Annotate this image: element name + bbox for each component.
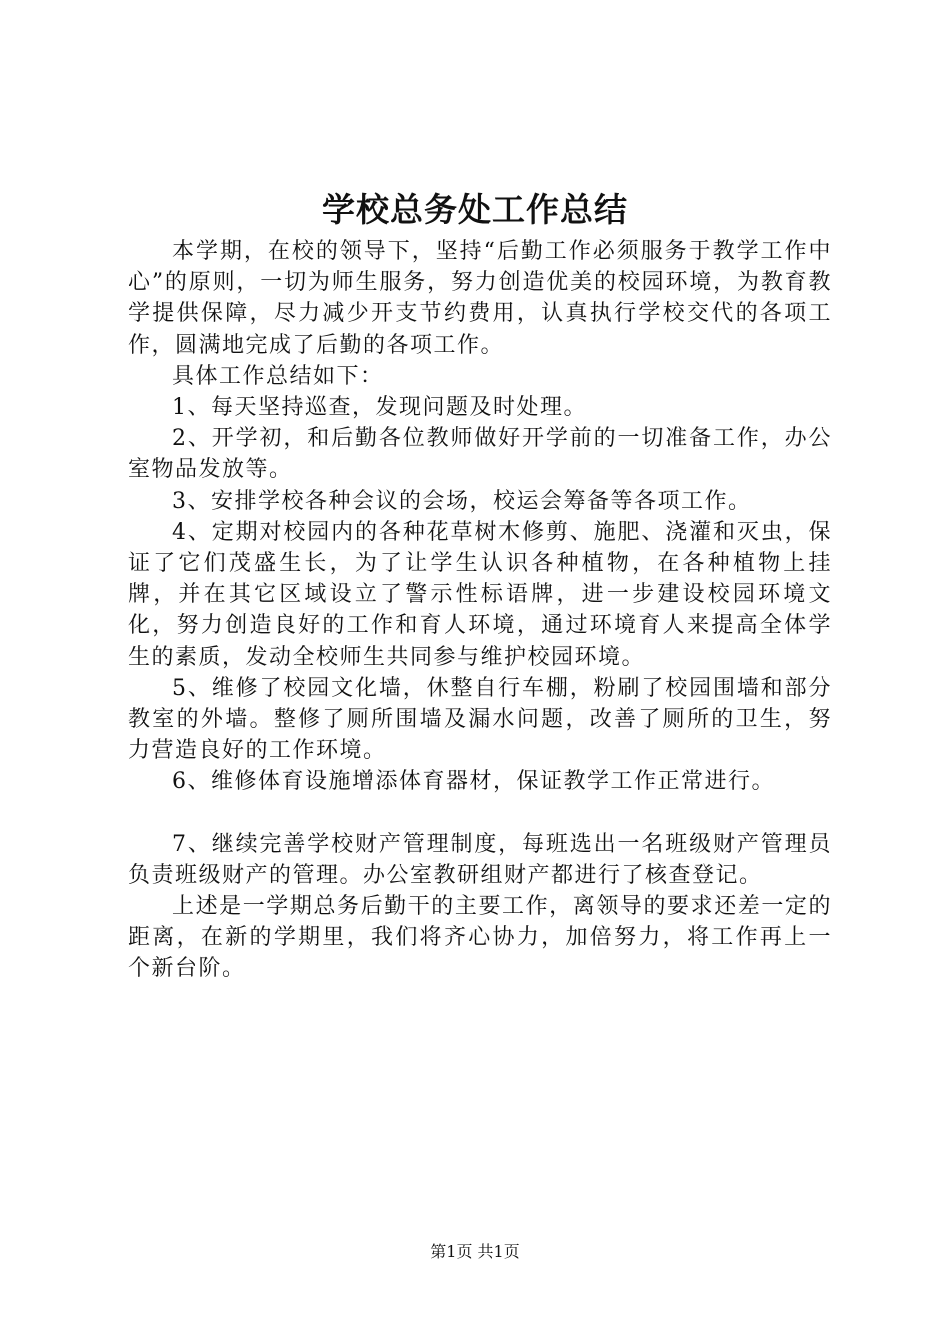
item-2-paragraph: 2、开学初，和后勤各位教师做好开学前的一切准备工作，办公室物品发放等。 (128, 426, 832, 483)
item-5-paragraph: 5、维修了校园文化墙，休整自行车棚，粉刷了校园围墙和部分教室的外墙。整修了厕所围墙及漏水问题，改善了厕所的卫生，努力营造良好的工作环境。 (128, 675, 832, 764)
item-3-paragraph: 3、安排学校各种会议的会场，校运会筹备等各项工作。 (172, 488, 752, 514)
intro-paragraph: 本学期，在校的领导下，坚持“后勤工作必须服务于教学工作中心”的原则，一切为师生服务，努力创造优美的校园环境，为教育教学提供保障，尽力减少开支节约费用，认真执行学校交代的各项工作，圆满地完成了后勤的各项工作。 (128, 239, 832, 358)
item-4-paragraph: 4、定期对校园内的各种花草树木修剪、施肥、浇灌和灭虫，保证了它们茂盛生长，为了让学生认识各种植物，在各种植物上挂牌，并在其它区域设立了警示性标语牌，进一步建设校园环境文化，努力创造良好的工作和育人环境，通过环境育人来提高全体学生的素质，发动全校师生共同参与维护校园环境。 (128, 519, 832, 670)
item-7-paragraph: 7、继续完善学校财产管理制度，每班选出一名班级财产管理员负责班级财产的管理。办公室教研组财产都进行了核查登记。 (128, 831, 832, 888)
document-body (128, 236, 832, 985)
page-footer: 第1页 共1页 (430, 1242, 520, 1261)
item-1-paragraph: 1、每天坚持巡查，发现问题及时处理。 (172, 395, 587, 421)
document-title: 学校总务处工作总结 (322, 190, 628, 229)
summary-lead-paragraph: 具体工作总结如下： (172, 363, 384, 389)
item-6-paragraph: 6、维修体育设施增添体育器材，保证教学工作正常进行。 (172, 769, 775, 795)
conclusion-paragraph: 上述是一学期总务后勤干的主要工作，离领导的要求还差一定的距离，在新的学期里，我们将齐心协力，加倍努力，将工作再上一个新台阶。 (128, 894, 832, 982)
